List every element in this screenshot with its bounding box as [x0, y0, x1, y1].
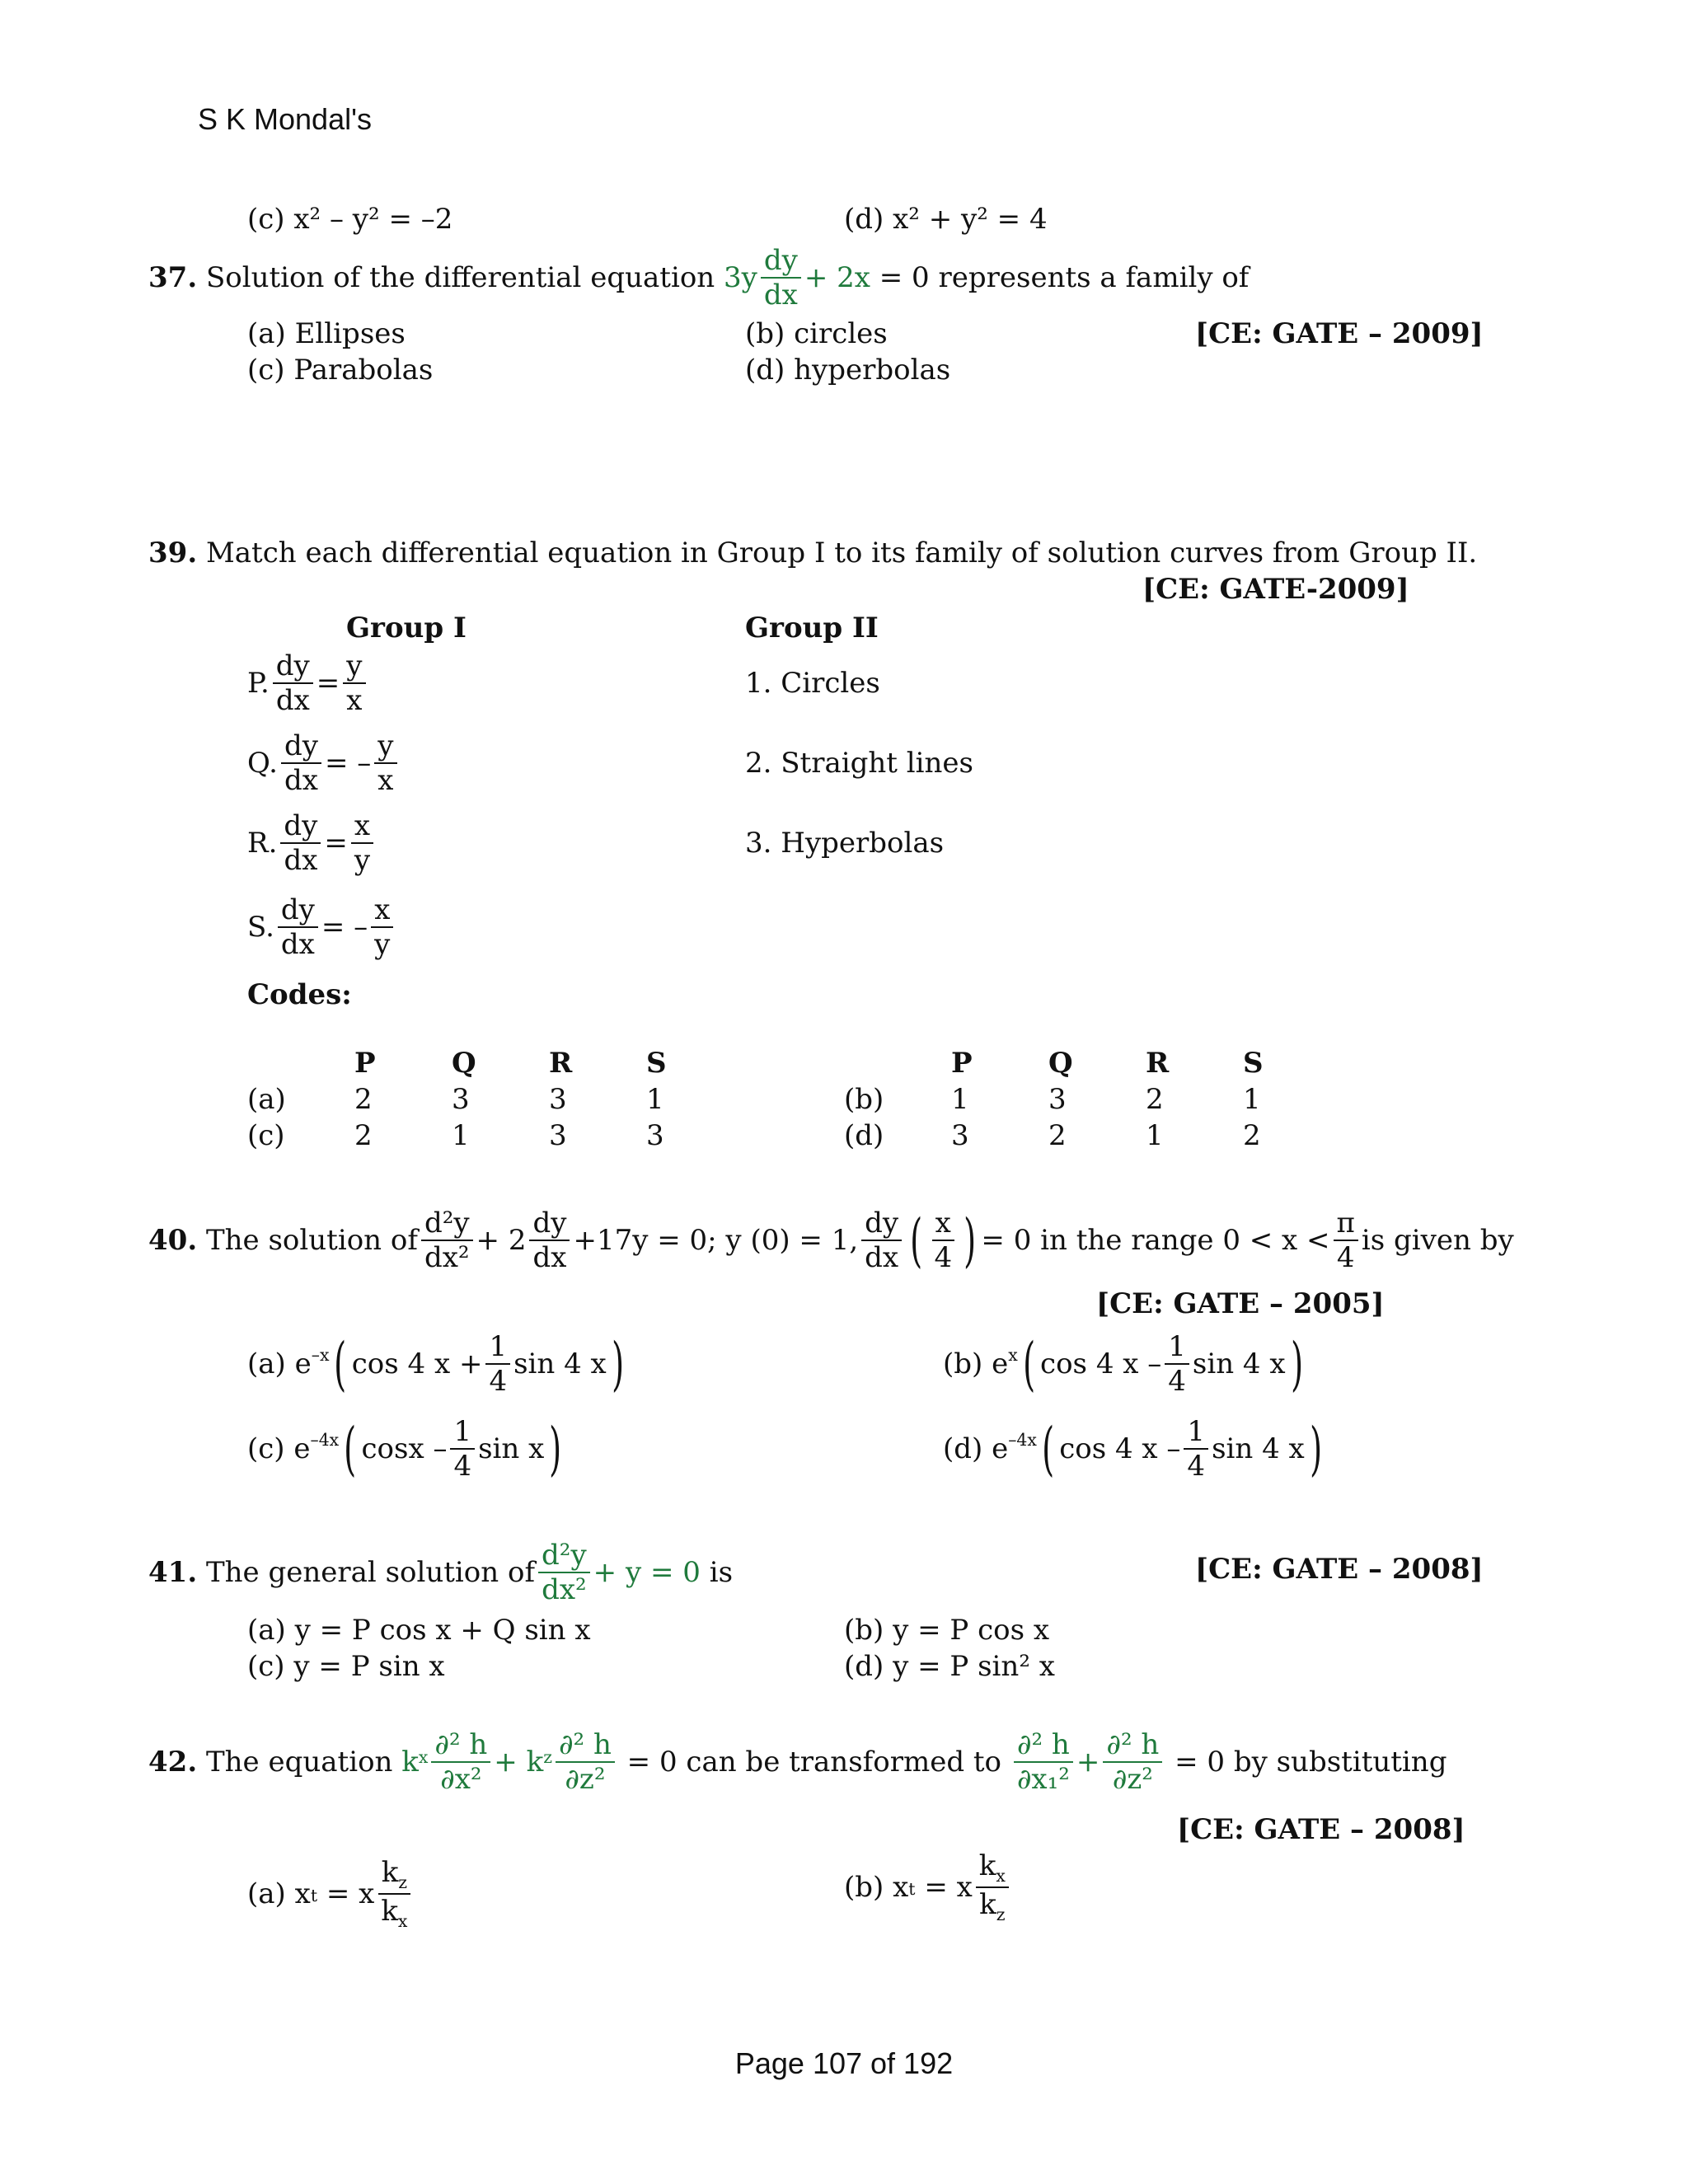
code-value: 3: [1048, 1083, 1067, 1116]
q36-option-d: (d) x² + y² = 4: [844, 203, 1048, 236]
q37-frac-den: dx: [763, 279, 798, 312]
frac-num: 1: [1184, 1418, 1208, 1450]
subscript: z: [543, 1747, 552, 1767]
item-label: P.: [247, 667, 270, 700]
frac-den: 4: [1168, 1365, 1186, 1398]
curve-straight-lines: 2. Straight lines: [745, 747, 973, 780]
q41-number: 41.: [148, 1556, 198, 1589]
q37-equation: [724, 244, 870, 312]
q42-fraction-2: [556, 1728, 615, 1796]
right-paren: ): [1309, 1415, 1322, 1483]
frac-num: x: [371, 896, 393, 928]
item-operator: = –: [321, 911, 368, 944]
q37-question: [148, 241, 1249, 315]
quarter-fraction: [1184, 1415, 1208, 1483]
q42-equation-1: [401, 1728, 618, 1796]
equals-term: = x: [924, 1871, 973, 1904]
codes-header-row: [247, 1045, 743, 1081]
left-paren: (: [910, 1207, 923, 1274]
code-value: 1: [1146, 1119, 1164, 1152]
code-value: 2: [1243, 1119, 1261, 1152]
q37-option-c: (c) Parabolas: [247, 354, 434, 387]
q40-dy-fraction-2: [861, 1209, 902, 1272]
frac-den: dx: [532, 1241, 567, 1274]
frac-den: dx: [275, 684, 310, 717]
k-letter: k: [381, 1855, 399, 1889]
frac-num: [378, 1855, 410, 1895]
equals-term: = x: [326, 1877, 375, 1910]
left-paren: (: [1042, 1415, 1055, 1483]
code-value: 3: [549, 1083, 567, 1116]
frac-den: 4: [1187, 1450, 1206, 1483]
q42-option-b: [844, 1846, 1012, 1929]
option-label: (b): [844, 1871, 884, 1904]
frac-den: y: [374, 928, 391, 961]
frac-den: 4: [489, 1365, 508, 1398]
frac-num: π: [1334, 1209, 1358, 1241]
frac-den: dx²: [424, 1241, 470, 1274]
q41-source: [CE: GATE – 2008]: [1195, 1553, 1484, 1586]
code-value: 1: [1243, 1083, 1261, 1116]
q39-source: [CE: GATE-2009]: [1142, 573, 1409, 606]
q39-item-r: [247, 806, 377, 880]
group-1-heading: Group I: [346, 612, 467, 644]
term: sin 4 x: [1192, 1347, 1286, 1380]
q39-item-p: [247, 646, 369, 720]
q40-question: [148, 1199, 1514, 1282]
q40-term: + 2: [476, 1224, 527, 1257]
q42-text: The equation: [205, 1746, 393, 1779]
code-row-b: [844, 1081, 1340, 1118]
frac-den: dx²: [542, 1573, 587, 1606]
q37-option-b: (b) circles: [745, 317, 888, 350]
right-paren: ): [964, 1207, 977, 1274]
frac-num: ∂² h: [556, 1731, 615, 1763]
exponent: –4x: [310, 1430, 340, 1450]
code-label: (c): [247, 1119, 285, 1152]
option-label: (b): [943, 1347, 983, 1380]
k-ratio-fraction: [377, 1855, 410, 1931]
q41-equation: [535, 1541, 701, 1604]
frac-den: 4: [1336, 1241, 1355, 1274]
subscript: x: [996, 1865, 1006, 1886]
item-rhs-fraction: [371, 893, 393, 961]
q40-dy-fraction: [529, 1209, 570, 1272]
exponent: –4x: [1008, 1430, 1037, 1450]
right-paren: ): [1290, 1330, 1303, 1398]
term: sin 4 x: [513, 1347, 607, 1380]
frac-num: y: [374, 732, 396, 764]
header-r: R: [549, 1047, 573, 1080]
codes-header-row: [844, 1045, 1340, 1081]
q40-option-b: [943, 1327, 1308, 1401]
q42-post: = 0 by substituting: [1175, 1746, 1447, 1779]
code-value: 2: [354, 1119, 373, 1152]
code-row-d: [844, 1118, 1340, 1154]
term: cosx –: [361, 1432, 448, 1465]
exp-base: e: [294, 1347, 312, 1380]
subscript: t: [908, 1879, 916, 1899]
frac-num: 1: [1165, 1333, 1189, 1365]
frac-num: dy: [861, 1209, 902, 1241]
q40-text: The solution of: [205, 1224, 418, 1257]
frac-den: ∂x₁²: [1016, 1763, 1070, 1796]
q39-item-q: [247, 726, 401, 800]
frac-den: ∂z²: [565, 1763, 606, 1796]
header-p: P: [951, 1047, 973, 1080]
exp-base: e: [992, 1347, 1009, 1380]
q41-post: is: [709, 1556, 734, 1589]
q40-pi-over-4: [1334, 1209, 1358, 1272]
k-letter: k: [979, 1888, 996, 1921]
q37-frac-num: dy: [761, 246, 801, 279]
q39-text: Match each differential equation in Group I to its family of solution curves from Group II.: [205, 537, 1478, 569]
frac-num: 1: [450, 1418, 475, 1450]
q42-question: [148, 1721, 1447, 1803]
item-rhs-fraction: [374, 729, 396, 797]
frac-num: dy: [529, 1209, 570, 1241]
blank-cell: [844, 1045, 951, 1081]
item-lhs-fraction: [280, 809, 321, 877]
q37-eq-term2: + 2x: [804, 261, 870, 294]
item-lhs-fraction: [273, 649, 313, 717]
header-s: S: [646, 1047, 667, 1080]
exponent: x: [1008, 1345, 1018, 1365]
header-q: Q: [452, 1047, 476, 1080]
frac-num: ∂² h: [431, 1731, 490, 1763]
subscript: x: [397, 1910, 408, 1931]
q41-question: [148, 1531, 733, 1614]
item-label: S.: [247, 911, 274, 944]
frac-den: 4: [453, 1450, 472, 1483]
term: cos 4 x –: [1040, 1347, 1162, 1380]
q37-text: Solution of the differential equation: [205, 261, 715, 294]
code-label: (a): [247, 1083, 286, 1116]
frac-den: dx: [284, 844, 318, 877]
subscript: x: [418, 1747, 429, 1767]
q42-fraction-3: [1014, 1728, 1073, 1796]
code-value: 1: [646, 1083, 664, 1116]
quarter-fraction: [1165, 1330, 1189, 1398]
k-letter: k: [978, 1849, 996, 1882]
q39-item-s: [247, 890, 396, 964]
code-value: 1: [951, 1083, 969, 1116]
item-label: Q.: [247, 747, 278, 780]
q40-d2y-fraction: [421, 1209, 473, 1272]
item-label: R.: [247, 827, 278, 860]
option-label: (c): [247, 1432, 285, 1465]
q37-eq-term: 3y: [724, 261, 757, 294]
term: cos 4 x –: [1059, 1432, 1181, 1465]
plus-sign: +: [1076, 1746, 1100, 1779]
q42-fraction-1: [431, 1728, 490, 1796]
q41-option-a: (a) y = P cos x + Q sin x: [247, 1614, 591, 1647]
frac-num: d²y: [421, 1209, 473, 1241]
frac-den: [976, 1888, 1008, 1923]
code-value: 3: [646, 1119, 664, 1152]
code-value: 2: [1048, 1119, 1067, 1152]
q42-option-a: [247, 1853, 414, 1935]
q41-option-d: (d) y = P sin² x: [844, 1650, 1055, 1683]
curve-circles: 1. Circles: [745, 667, 880, 700]
q41-option-b: (b) y = P cos x: [844, 1614, 1050, 1647]
q42-equation-2: [1010, 1728, 1165, 1796]
code-value: 1: [452, 1119, 470, 1152]
item-operator: =: [316, 667, 340, 700]
q40-source: [CE: GATE – 2005]: [1096, 1287, 1385, 1320]
variable: x: [294, 1877, 311, 1910]
q36-option-c: (c) x² – y² = –2: [247, 203, 453, 236]
frac-num: dy: [278, 896, 318, 928]
option-label: (a): [247, 1347, 286, 1380]
frac-den: x: [377, 764, 394, 797]
q41-text: The general solution of: [205, 1556, 536, 1589]
frac-den: 4: [934, 1241, 953, 1274]
k-ratio-fraction: [976, 1849, 1009, 1924]
item-lhs-fraction: [281, 729, 321, 797]
header-q: Q: [1048, 1047, 1073, 1080]
codes-table-left: [247, 1045, 743, 1154]
code-value: 2: [354, 1083, 373, 1116]
coefficient: + k: [494, 1746, 544, 1779]
q40-x-over-4: [931, 1209, 955, 1272]
frac-num: d²y: [538, 1541, 590, 1573]
frac-num: dy: [280, 812, 321, 844]
q41-eq-term: + y = 0: [593, 1556, 701, 1589]
k-letter: k: [381, 1895, 398, 1928]
coefficient: k: [401, 1746, 419, 1779]
code-value: 3: [951, 1119, 969, 1152]
left-paren: (: [1022, 1330, 1035, 1398]
q42-source: [CE: GATE – 2008]: [1177, 1813, 1465, 1846]
right-paren: ): [549, 1415, 562, 1483]
q37-fraction: [761, 244, 801, 312]
subscript: t: [310, 1886, 318, 1905]
code-label: (d): [844, 1119, 884, 1152]
item-rhs-fraction: [343, 649, 365, 717]
frac-num: x: [351, 812, 373, 844]
frac-den: dx: [280, 928, 315, 961]
page-number-footer: Page 107 of 192: [734, 2046, 954, 2080]
q40-number: 40.: [148, 1224, 198, 1257]
q40-option-c: [247, 1412, 567, 1486]
header-p: P: [354, 1047, 376, 1080]
codes-label: Codes:: [247, 978, 352, 1011]
q42-mid-text: = 0 can be transformed to: [626, 1746, 1002, 1779]
quarter-fraction: [450, 1415, 475, 1483]
q39-number: 39.: [148, 537, 198, 569]
blank-cell: [247, 1045, 354, 1081]
q37-post: = 0 represents a family of: [879, 261, 1250, 294]
q40-post: is given by: [1361, 1224, 1514, 1257]
code-value: 2: [1146, 1083, 1164, 1116]
term: sin 4 x: [1212, 1432, 1305, 1465]
q39-question: [148, 535, 1477, 571]
frac-num: 1: [485, 1333, 510, 1365]
right-paren: ): [611, 1330, 624, 1398]
option-label: (d): [943, 1432, 983, 1465]
group-2-heading: Group II: [745, 612, 879, 644]
option-label: (a): [247, 1877, 286, 1910]
q37-source: [CE: GATE – 2009]: [1195, 317, 1484, 350]
code-label: (b): [844, 1083, 884, 1116]
frac-den: dx: [865, 1241, 899, 1274]
header-r: R: [1146, 1047, 1170, 1080]
frac-num: y: [343, 652, 365, 684]
left-paren: (: [334, 1330, 347, 1398]
left-paren: (: [344, 1415, 357, 1483]
frac-num: dy: [273, 652, 313, 684]
author-header: S K Mondal's: [198, 102, 372, 136]
item-operator: = –: [324, 747, 372, 780]
exp-base: e: [293, 1432, 311, 1465]
item-rhs-fraction: [351, 809, 373, 877]
q42-number: 42.: [148, 1746, 198, 1779]
exp-base: e: [992, 1432, 1009, 1465]
exponent: –x: [311, 1345, 330, 1365]
item-lhs-fraction: [278, 893, 318, 961]
term: sin x: [478, 1432, 545, 1465]
code-value: 3: [549, 1119, 567, 1152]
subscript: z: [398, 1872, 408, 1892]
frac-den: ∂z²: [1112, 1763, 1153, 1796]
frac-den: x: [346, 684, 363, 717]
q40-option-a: [247, 1327, 629, 1401]
frac-den: [377, 1895, 410, 1929]
q40-condition: +17y = 0; y (0) = 1,: [573, 1224, 859, 1257]
q37-option-d: (d) hyperbolas: [745, 354, 951, 387]
quarter-fraction: [485, 1330, 510, 1398]
frac-den: dx: [284, 764, 318, 797]
code-value: 3: [452, 1083, 470, 1116]
frac-num: ∂² h: [1103, 1731, 1162, 1763]
codes-table-right: [844, 1045, 1340, 1154]
frac-num: [976, 1849, 1009, 1888]
code-row-c: [247, 1118, 743, 1154]
q40-range: = 0 in the range 0 < x <: [981, 1224, 1330, 1257]
frac-num: ∂² h: [1014, 1731, 1073, 1763]
q37-option-a: (a) Ellipses: [247, 317, 406, 350]
frac-num: dy: [281, 732, 321, 764]
subscript: z: [996, 1904, 1006, 1924]
curve-hyperbolas: 3. Hyperbolas: [745, 827, 945, 860]
code-row-a: [247, 1081, 743, 1118]
term: cos 4 x +: [351, 1347, 483, 1380]
q42-fraction-4: [1103, 1728, 1162, 1796]
frac-den: y: [354, 844, 371, 877]
frac-den: ∂x²: [440, 1763, 482, 1796]
item-operator: =: [324, 827, 348, 860]
variable: x: [893, 1871, 909, 1904]
q40-option-d: [943, 1412, 1327, 1486]
frac-num: x: [932, 1209, 954, 1241]
q41-fraction: [538, 1541, 590, 1604]
q37-number: 37.: [148, 261, 198, 294]
header-s: S: [1243, 1047, 1264, 1080]
q41-option-c: (c) y = P sin x: [247, 1650, 445, 1683]
